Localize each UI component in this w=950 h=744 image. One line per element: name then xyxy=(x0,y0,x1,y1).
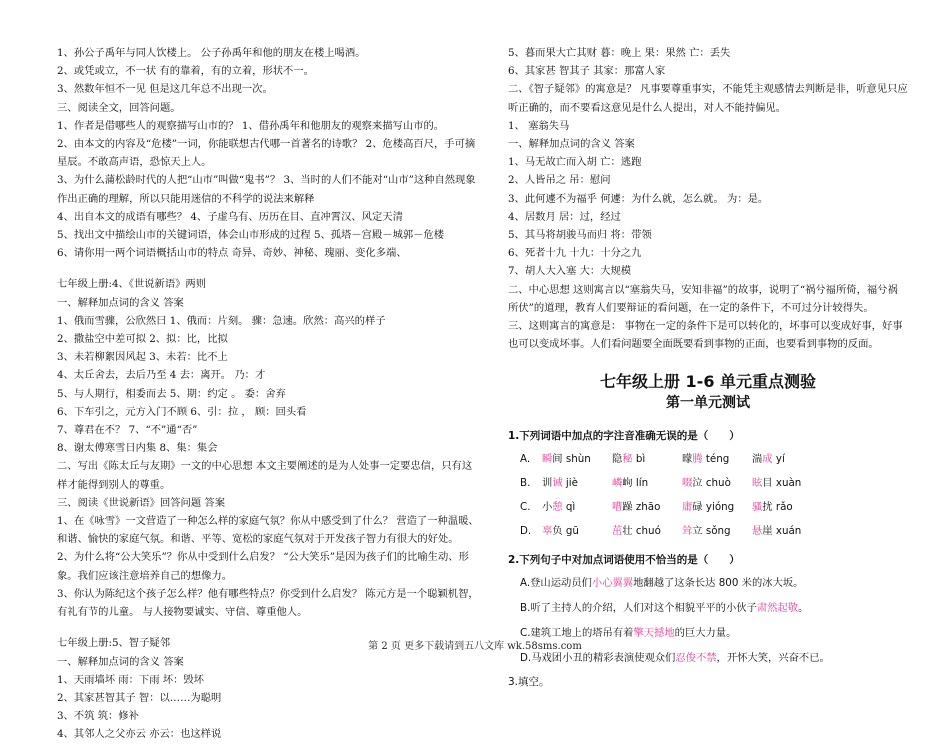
option-word: 瞬间 shùn xyxy=(542,453,591,466)
option-letter: A. xyxy=(520,453,531,466)
left-line: 1、在《咏雪》一文营造了一种怎么样的家庭气氛？你从中感受到了什么？ 营造了一种温暖、和谐、愉快的家庭气氛。和谐、平等、宽松的家庭气氛对于开发孩子智力有很大的好处。 xyxy=(57,515,479,546)
left-line: 七年级上册:4、《世说新语》两则 xyxy=(57,278,207,291)
option-row xyxy=(508,495,908,519)
question-2: 2.下列句子中对加点词语使用不恰当的是（ ） xyxy=(508,554,740,567)
left-line: 七年级上册:5、智子疑邻 xyxy=(57,637,170,650)
question-1-options xyxy=(508,447,908,543)
question-2-option: A.登山运动员们小心翼翼地翻越了这条长达 800 米的冰大坂。 xyxy=(520,577,804,590)
right-line: 6、死者十九 十九：十分之九 xyxy=(508,247,642,260)
left-line: 1、俄而雪骤，公欣然曰 1、俄而：片刻。 骤：急速。欣然：高兴的样子 xyxy=(57,314,386,327)
option-row xyxy=(508,447,908,471)
left-line: 2、撒盐空中差可拟 2、拟：比，比拟 xyxy=(57,333,228,346)
left-line: 2、为什么将“公大笑乐”？你从中受到什么启发？ “公大笑乐”是因为孩子们的比喻生动、形象。我们应该注意培养自己的想像力。 xyxy=(57,551,469,582)
right-line: 3、此何遽不为福乎 何遽：为什么就，怎么就。 为：是。 xyxy=(508,192,769,205)
right-line: 1、 塞翁失马 xyxy=(508,119,570,132)
left-line: 2、由本文的内容及“危楼”一词，你能联想古代哪一首著名的诗歌？ 2、危楼高百尺，手可摘星辰。不敢高声语，恐惊天上人。 xyxy=(57,138,476,169)
option-letter: B. xyxy=(520,477,531,490)
left-line: 3、然数年恒不一见 但是这几年总不出现一次。 xyxy=(57,83,273,96)
right-line: 1、马无故亡而入胡 亡：逃跑 xyxy=(508,156,642,169)
left-line: 4、其邻人之父亦云 亦云：也这样说 xyxy=(57,728,222,741)
left-line: 三、阅读全文，回答问题。 xyxy=(57,101,181,114)
left-line: 5、找出文中描绘山市的关键词语，体会山市形成的过程 5、孤塔－宫殿－城郭－危楼 xyxy=(57,229,445,242)
option-word: 嘈躁 zhāo xyxy=(612,501,661,514)
option-word: 庸碌 yióng xyxy=(682,501,735,514)
option-letter: D. xyxy=(520,525,532,538)
question-1: 1.下列词语中加点的字注音准确无误的是（ ） xyxy=(508,430,740,443)
left-line: 4、出自本文的成语有哪些？ 4、子虚乌有、历历在目、直冲霄汉、风定天清 xyxy=(57,210,403,223)
question-3: 3.填空。 xyxy=(508,676,550,689)
option-row xyxy=(508,519,908,543)
left-line: 2、其家甚智其子 智：以……为聪明 xyxy=(57,691,222,704)
right-line: 5、暮而果大亡其财 暮：晚上 果：果然 亡：丢失 xyxy=(508,47,731,59)
option-word: 啜泣 chuò xyxy=(682,477,731,490)
right-line: 6、其家甚 智其子 其家：那富人家 xyxy=(508,65,666,78)
left-line: 3、未若柳絮因风起 3、未若：比不上 xyxy=(57,351,228,364)
right-line: 一、解释加点词的含义 答案 xyxy=(508,138,635,151)
option-word: 耸立 sǒng xyxy=(682,525,731,538)
left-line: 7、尊君在不？ 7、“不”通“否” xyxy=(57,424,198,437)
right-line: 二、中心思想 这则寓言以“塞翁失马，安知非福”的故事，说明了“祸兮福所倚，福兮祸所伏”的道理，教育人们要辩证的看问题，在一定的条件下，不可过分计较得失。 xyxy=(508,283,898,314)
left-line: 三、阅读《世说新语》回答问题 答案 xyxy=(57,496,226,509)
left-line: 4、太丘舍去，去后乃至 4 去：离开。 乃：才 xyxy=(57,369,266,382)
option-word: 悬崖 xuán xyxy=(752,525,802,538)
right-text-block xyxy=(508,44,908,353)
left-line: 二、写出《陈太丘与友期》一文的中心思想 本文主要阐述的是为人处事一定要忠信，只有这样才能得到别人的尊重。 xyxy=(57,460,473,491)
exam-title: 七年级上册 1-6 单元重点测验 xyxy=(599,372,817,392)
spacer xyxy=(57,621,482,634)
option-word: 嶙峋 lín xyxy=(612,477,649,490)
option-word: 隐秘 bì xyxy=(612,453,646,466)
left-line: 1、作者是借哪些人的观察描写山市的？ 1、借孙禹年和他朋友的观察来描写山市的。 xyxy=(57,119,445,132)
question-2-option: D.马戏团小丑的精彩表演使观众们忍俊不禁，开怀大笑，兴奋不已。 xyxy=(520,652,830,665)
left-line: 6、请你用一两个词语概括山市的特点 奇异、奇妙、神秘、瑰丽、变化多端、 xyxy=(57,247,407,260)
option-word: 湍成 yí xyxy=(752,453,785,466)
right-column xyxy=(508,44,908,693)
spacer xyxy=(57,262,482,275)
option-word: 辜负 gū xyxy=(542,525,579,538)
left-line: 2、或凭或立，不一状 有的靠着，有的立着，形状不一。 xyxy=(57,65,314,78)
page-footer: 第 2 页 更多下载请到五八文库 wk.58sms.com xyxy=(368,641,582,652)
left-line: 5、与人期行，相委而去 5、期：约定 。 委：舍弃 xyxy=(57,387,286,400)
right-line: 2、人皆吊之 吊：慰问 xyxy=(508,174,611,187)
left-line: 8、谢太傅寒雪日内集 8、集：集会 xyxy=(57,442,218,455)
option-word: 骚扰 rǎo xyxy=(752,501,793,514)
left-line: 3、不筑 筑：修补 xyxy=(57,710,139,723)
question-2-sentences xyxy=(508,571,908,671)
left-line: 6、下车引之，元方入门不顾 6、引：拉 ， 顾：回头看 xyxy=(57,405,307,418)
left-line: 一、解释加点词的含义 答案 xyxy=(57,655,184,668)
option-row xyxy=(508,471,908,495)
exam-subtitle: 第一单元测试 xyxy=(666,395,750,412)
option-word: 曚腾 téng xyxy=(682,453,730,466)
option-word: 小憩 qì xyxy=(542,501,576,514)
right-line: 7、胡人大入塞 大：大规模 xyxy=(508,265,632,278)
option-word: 茁壮 chuó xyxy=(612,525,661,538)
left-line: 1、孙公子禹年与同人饮楼上。 公子孙禹年和他的朋友在楼上喝酒。 xyxy=(57,47,366,59)
option-word: 眩目 xuàn xyxy=(752,477,802,490)
right-line: 二、《智子疑邻》的寓意是？ 凡事要尊重事实，不能凭主观感情去判断是非，听意见只应听正确的，而不要看这意见是什么人提出，对人不能持偏见。 xyxy=(508,83,908,114)
option-word: 训诫 jiè xyxy=(542,477,578,490)
left-line: 一、解释加点词的含义 答案 xyxy=(57,296,184,309)
question-2-option: C.建筑工地上的塔吊有着擎天撼地的巨大力量。 xyxy=(520,627,737,640)
right-line: 4、居数月 居：过，经过 xyxy=(508,210,621,223)
left-line: 3、为什么蒲松龄时代的人把“山市”叫做“鬼书”？ 3、当时的人们不能对“山市”这种自然现象作出正确的理解，所以只能用迷信的不科学的说法来解释 xyxy=(57,174,476,205)
right-line: 三、这则寓言的寓意是： 事物在一定的条件下是可以转化的，坏事可以变成好事，好事也可以变成坏事。人们看问题要全面既要看到事物的正面，也要看到事物的反面。 xyxy=(508,320,903,351)
option-letter: C. xyxy=(520,501,531,514)
right-line: 5、其马将胡骏马而归 将：带领 xyxy=(508,229,652,242)
left-line: 1、天雨墙坏 雨：下雨 坏：毁坏 xyxy=(57,673,204,686)
question-2-option: B.听了主持人的介绍，人们对这个相貌平平的小伙子肃然起敬。 xyxy=(520,602,809,615)
left-line: 3、你认为陈纪这个孩子怎么样？他有哪些特点？你受到什么启发？ 陈元方是一个聪颖机智，有礼有节的儿童。 与人接物要诚实、守信、尊重他人。 xyxy=(57,587,479,619)
